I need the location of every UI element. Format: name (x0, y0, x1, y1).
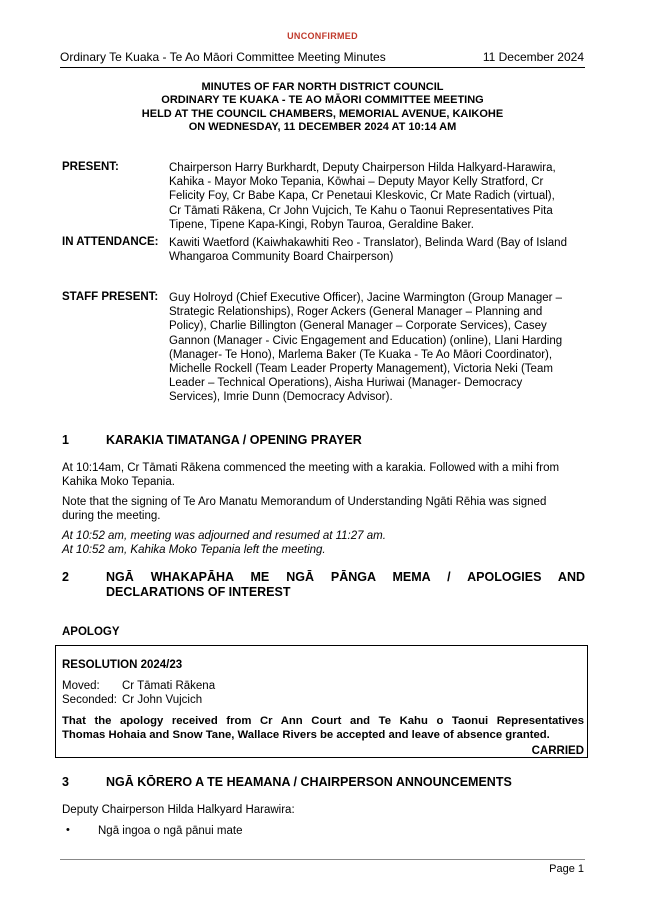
resolution-line: That the apology received from Cr Ann Court and Te Kahu o Taonui Representatives (62, 715, 584, 727)
present-line: Kahika - Mayor Moko Tepania, Kōwhai – Deputy Mayor Kelly Stratford, Cr (169, 176, 544, 189)
section-3-title: NGĀ KŌRERO A TE HEAMANA / CHAIRPERSON ANNOUNCEMENTS (106, 775, 512, 789)
section-1-paragraph-2 (62, 495, 585, 523)
section-3-number: 3 (62, 775, 69, 789)
present-label: PRESENT: (62, 161, 119, 173)
moved-by: Cr Tāmati Rākena (122, 680, 216, 692)
present-list (169, 161, 585, 232)
resolution-heading: RESOLUTION 2024/23 (62, 659, 183, 671)
header-date: 11 December 2024 (482, 50, 584, 64)
footer-divider (60, 859, 585, 860)
header-divider (60, 67, 585, 68)
section-1-number: 1 (62, 433, 69, 447)
seconded-label: Seconded: (62, 694, 117, 706)
section-1-title: KARAKIA TIMATANGA / OPENING PRAYER (106, 433, 362, 447)
section-2-title (106, 570, 585, 600)
header-doc-title: Ordinary Te Kuaka - Te Ao Māori Committee Meeting Minutes (60, 50, 386, 64)
staff-line: (Manager- Te Hono), Marlema Baker (Te Kuaka - Te Ao Māori Coordinator), (169, 348, 553, 361)
title-line: NGĀ WHAKAPĀHA ME NGĀ PĀNGA MEMA / APOLOGIES AND (106, 570, 585, 584)
text-line: during the meeting. (62, 510, 161, 523)
resolution-outcome: CARRIED (531, 745, 584, 757)
attendance-line: Kawiti Waetford (Kaiwhakawhiti Reo - Translator), Belinda Ward (Bay of Island (169, 237, 567, 249)
attendance-label: IN ATTENDANCE: (62, 236, 159, 248)
title-line: DECLARATIONS OF INTEREST (106, 585, 291, 599)
staff-line: Michelle Rockell (Team Leader Property Management), Victoria Neki (Team (169, 363, 553, 376)
text-line: Note that the signing of Te Aro Manatu Memorandum of Understanding Ngāti Rēhia was signed (62, 496, 547, 508)
staff-line: Guy Holroyd (Chief Executive Officer), Jacine Warmington (Group Manager – (169, 292, 563, 304)
minutes-title (60, 81, 585, 135)
attendance-line: Whangaroa Community Board Chairperson) (169, 251, 394, 264)
title-line: ORDINARY TE KUAKA - TE AO MĀORI COMMITTEE MEETING (161, 94, 484, 107)
attendance-list (169, 236, 585, 264)
page-number: Page 1 (549, 863, 584, 875)
title-line: MINUTES OF FAR NORTH DISTRICT COUNCIL (201, 81, 444, 93)
staff-line: Gannon (Manager - Civic Engagement and Education) (online), Llani Harding (169, 334, 563, 347)
present-line: Cr Tāmati Rākena, Cr John Vujcich, Te Kahu o Taonui Representatives Pita (169, 204, 553, 217)
title-line: HELD AT THE COUNCIL CHAMBERS, MEMORIAL AVENUE, KAIKOHE (141, 107, 504, 120)
text-line: Kahika Moko Tepania. (62, 476, 175, 489)
text-line: At 10:14am, Cr Tāmati Rākena commenced the meeting with a karakia. Followed with a mihi from (62, 462, 560, 474)
bullet-icon: • (66, 824, 70, 836)
section-3-intro: Deputy Chairperson Hilda Halkyard Harawira: (62, 804, 295, 816)
section-1-adjournment-notes (62, 529, 585, 557)
staff-line: Leader – Technical Operations), Aisha Huriwai (Manager- Democracy (169, 377, 523, 390)
moved-label: Moved: (62, 680, 100, 692)
present-line: Felicity Foy, Cr Babe Kapa, Cr Penetaui Kleskovic, Cr Mate Radich (virtual), (169, 190, 555, 203)
resolution-line: Thomas Hohaia and Snow Tane, Wallace Rivers be accepted and leave of absence granted. (62, 729, 550, 742)
apology-subheading: APOLOGY (62, 626, 120, 638)
staff-line: Strategic Relationships), Roger Ackers (General Manager – Planning and (169, 306, 543, 319)
list-item: Ngā ingoa o ngā pānui mate (98, 825, 243, 837)
seconded-by: Cr John Vujcich (122, 694, 203, 706)
present-line: Tipene, Tipene Kapa-Kingi, Robyn Tauroa, Geraldine Baker. (169, 218, 474, 231)
staff-label: STAFF PRESENT: (62, 291, 159, 303)
title-line: ON WEDNESDAY, 11 DECEMBER 2024 AT 10:14 AM (188, 121, 457, 134)
staff-line: Policy), Charlie Billington (General Manager – Corporate Services), Casey (169, 320, 547, 333)
unconfirmed-stamp: UNCONFIRMED (287, 31, 358, 41)
text-line: At 10:52 am, meeting was adjourned and resumed at 11:27 am. (62, 530, 386, 542)
section-2-number: 2 (62, 570, 69, 584)
staff-list (169, 291, 585, 405)
text-line: At 10:52 am, Kahika Moko Tepania left the meeting. (62, 544, 326, 557)
present-line: Chairperson Harry Burkhardt, Deputy Chairperson Hilda Halkyard-Harawira, (169, 162, 556, 174)
section-1-paragraph-1 (62, 461, 585, 489)
staff-line: Services), Imrie Dunn (Democracy Advisor). (169, 391, 393, 404)
resolution-text (62, 714, 584, 742)
